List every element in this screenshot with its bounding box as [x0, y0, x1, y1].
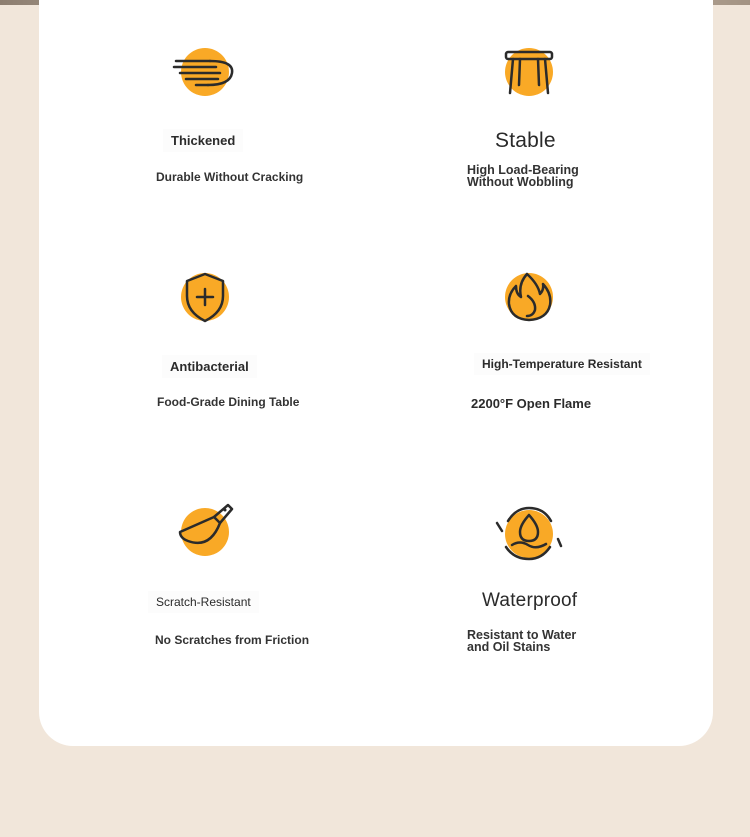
speed-lines-icon — [170, 37, 240, 107]
feature-desc-scratch-resistant: No Scratches from Friction — [155, 633, 310, 647]
feature-desc-antibacterial: Food-Grade Dining Table — [157, 395, 300, 409]
knife-icon — [170, 497, 240, 567]
feature-desc-thickened: Durable Without Cracking — [156, 170, 304, 184]
feature-title-antibacterial: Antibacterial — [162, 355, 257, 378]
feature-desc-waterproof — [467, 629, 617, 653]
feature-title-scratch-resistant: Scratch-Resistant — [148, 591, 259, 613]
feature-desc-waterproof-line: Resistant to Water and Oil Stains — [467, 628, 577, 654]
feature-title-high-temperature: High-Temperature Resistant — [474, 353, 650, 375]
feature-title-stable: Stable — [495, 129, 556, 152]
feature-desc-stable-line: High Load-Bearing Without Wobbling — [467, 163, 579, 189]
shield-plus-icon — [170, 262, 240, 332]
flame-icon — [494, 262, 564, 332]
feature-title-waterproof: Waterproof — [482, 590, 578, 611]
feature-desc-stable — [467, 164, 617, 188]
water-drop-icon — [494, 497, 564, 567]
feature-desc-high-temperature: 2200°F Open Flame — [471, 396, 592, 411]
feature-title-thickened: Thickened — [163, 129, 243, 152]
stool-icon — [494, 37, 564, 107]
